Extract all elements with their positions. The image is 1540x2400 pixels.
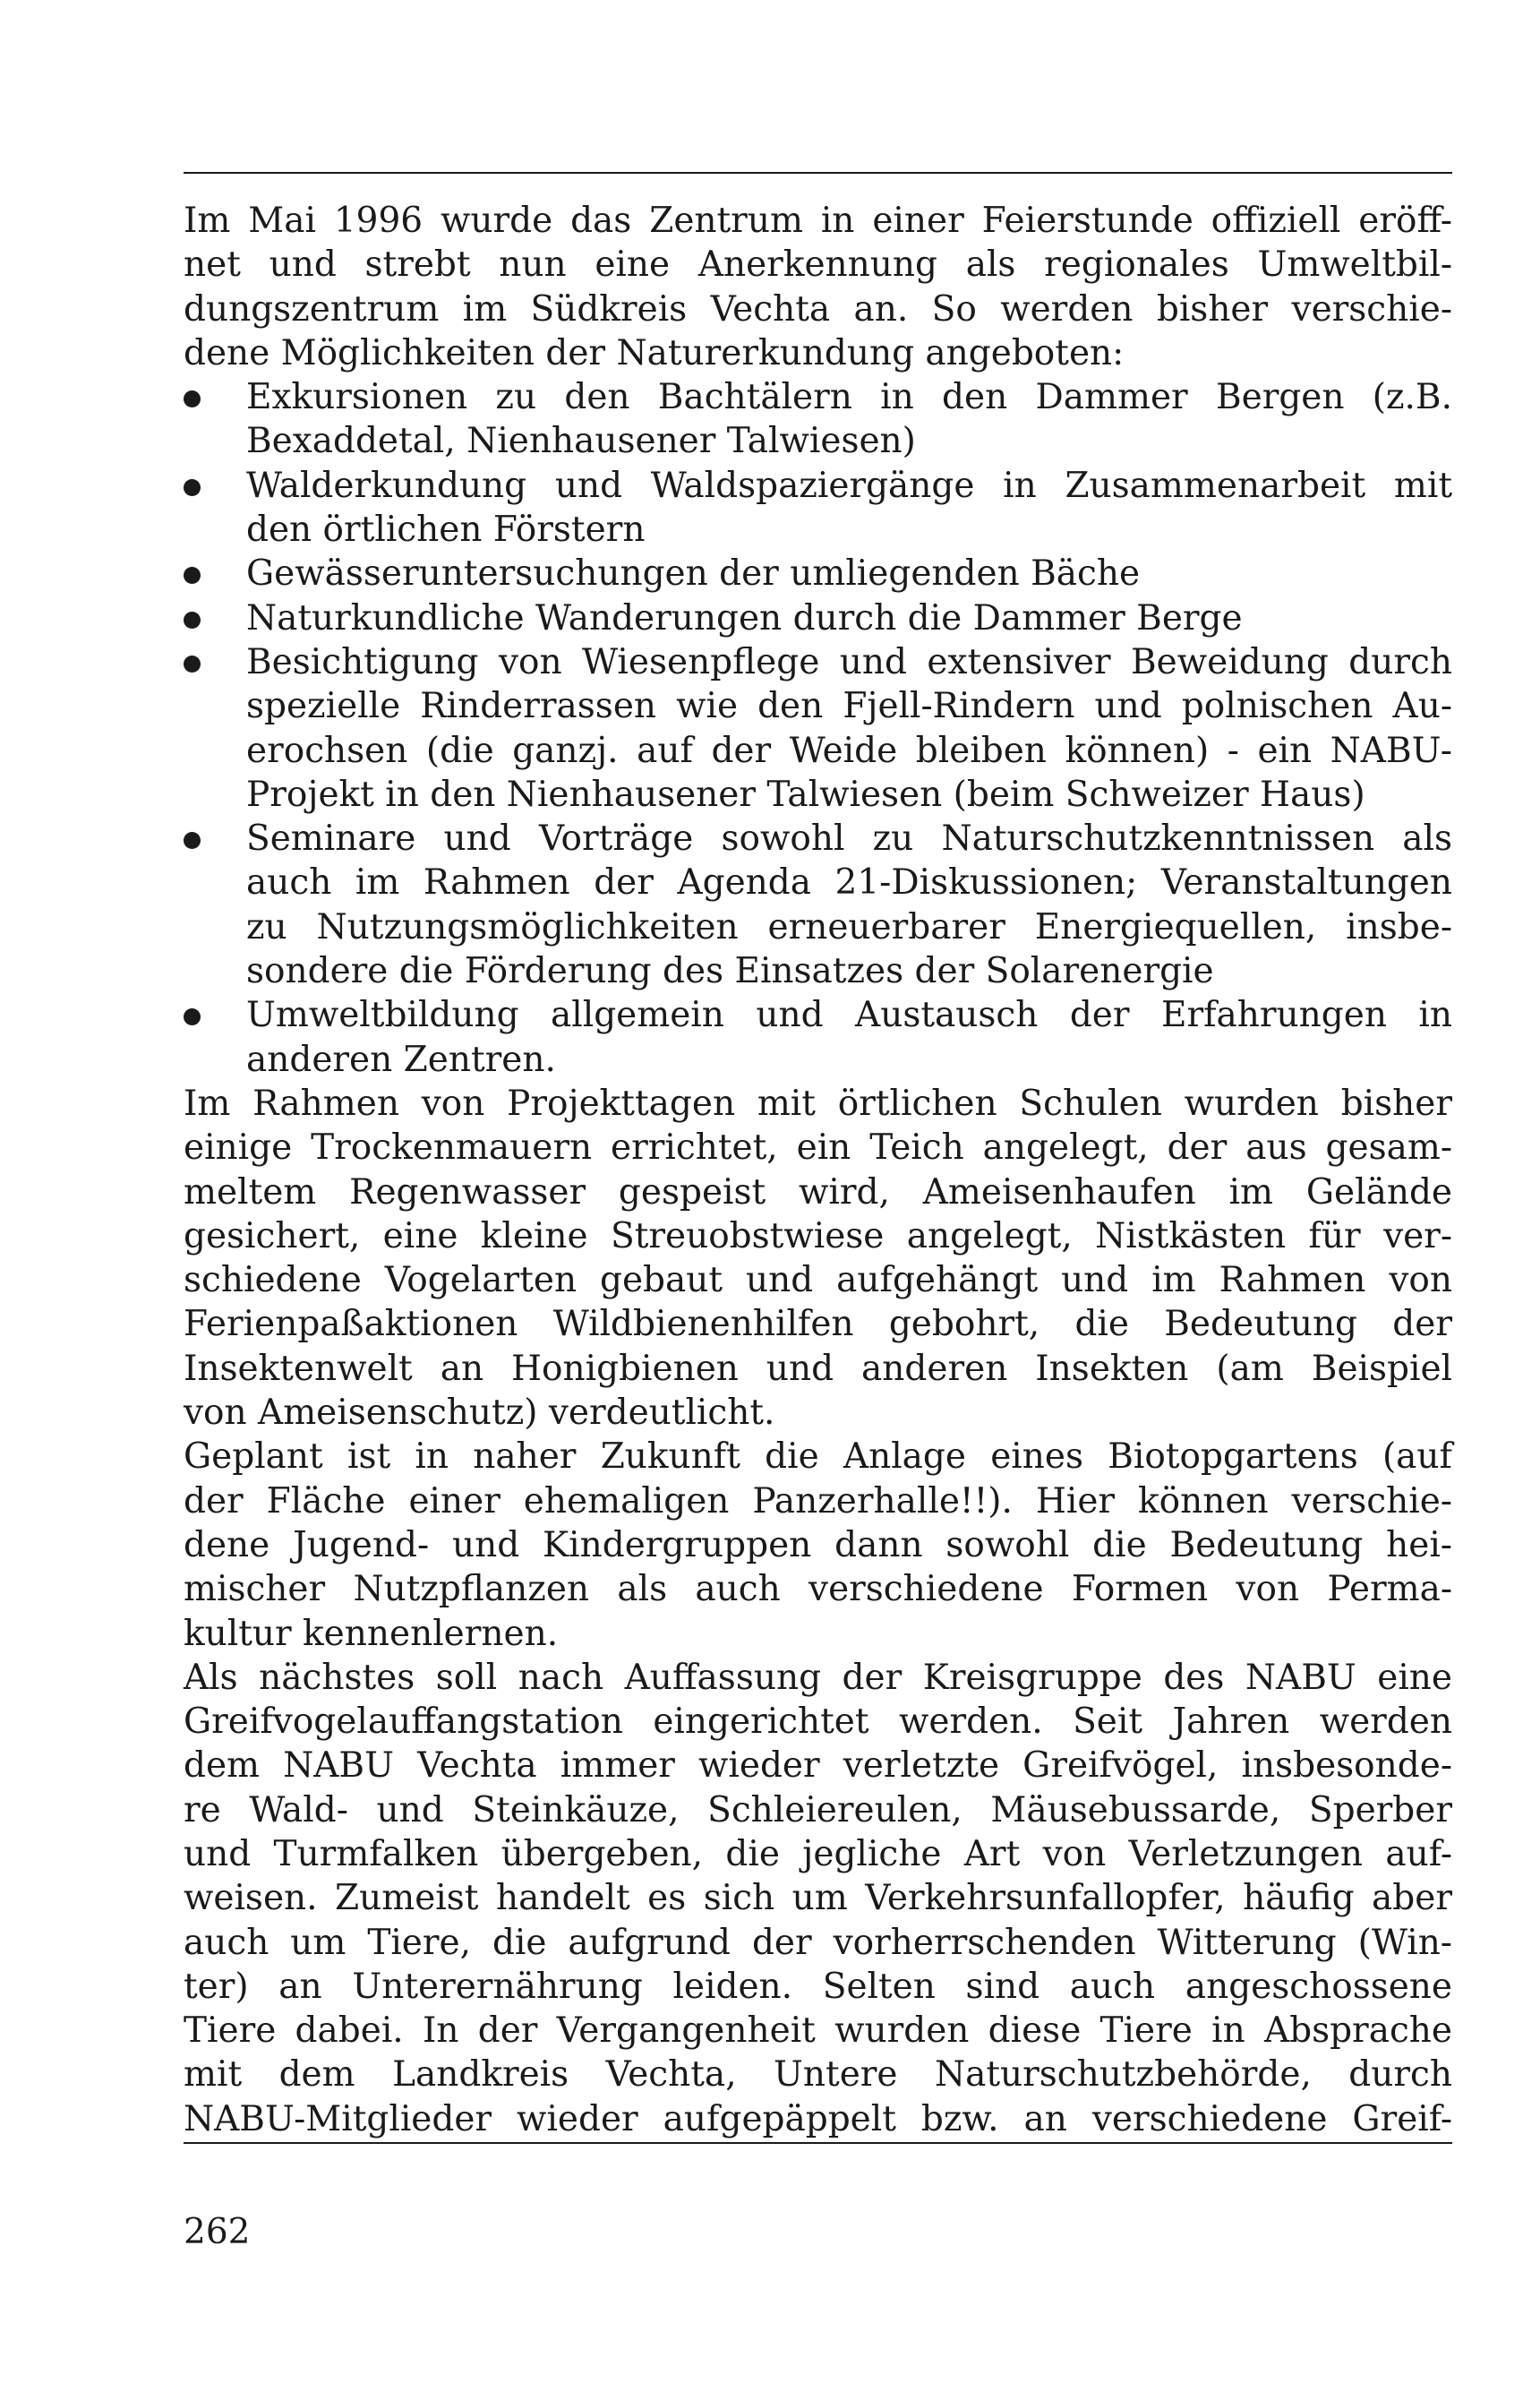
- list-item-text: Gewässeruntersuchungen der umliegenden Bäche: [246, 553, 1141, 595]
- text-line: net und strebt nun eine Anerkennung als regionales Umweltbil-: [184, 244, 1452, 286]
- text-line: sondere die Förderung des Einsatzes der Solarenergie: [246, 951, 1214, 992]
- paragraph-projects: [184, 1082, 1452, 1435]
- text-line: Geplant ist in naher Zukunft die Anlage eines Biotopgartens (auf: [184, 1436, 1452, 1478]
- text-line: anderen Zentren.: [246, 1039, 556, 1080]
- bullet-icon: [184, 390, 201, 407]
- body-text: [184, 199, 1452, 2141]
- text-line: [184, 464, 1452, 508]
- text-line: einige Trockenmauern errichtet, ein Teich angelegt, der aus gesam-: [184, 1127, 1452, 1169]
- bottom-rule: [184, 2142, 1452, 2144]
- page-number: 262: [184, 2212, 251, 2252]
- bullet-icon: [184, 656, 201, 673]
- bullet-icon: [184, 612, 201, 629]
- text-line: dene Jugend- und Kindergruppen dann sowohl die Bedeutung hei-: [184, 1524, 1452, 1565]
- text-line: Im Rahmen von Projekttagen mit örtlichen Schulen wurden bisher: [184, 1083, 1452, 1124]
- text-line: dene Möglichkeiten der Naturerkundung angeboten:: [184, 332, 1125, 373]
- text-line: Insektenwelt an Honigbienen und anderen Insekten (am Beispiel: [184, 1348, 1452, 1389]
- text-line: mit dem Landkreis Vechta, Untere Naturschutzbehörde, durch: [184, 2054, 1452, 2096]
- text-line: von Ameisenschutz) verdeutlicht.: [184, 1393, 775, 1434]
- text-line: NABU-Mitglieder wieder aufgepäppelt bzw. an verschiedene Greif-: [184, 2098, 1452, 2139]
- text-line: auch im Rahmen der Agenda 21-Diskussionen; Veranstaltungen: [246, 862, 1452, 904]
- text-line: re Wald- und Steinkäuze, Schleiereulen, Mäusebussarde, Sperber: [184, 1789, 1452, 1830]
- text-line: spezielle Rinderrassen wie den Fjell-Rindern und polnischen Au-: [246, 686, 1452, 727]
- list-item-text: Seminare und Vorträge sowohl zu Naturschutzkenntnissen als: [246, 819, 1452, 860]
- text-line: Greifvogelauffangstation eingerichtet werden. Seit Jahren werden: [184, 1701, 1452, 1743]
- list-item-text: Umweltbildung allgemein und Austausch der Erfahrungen in: [246, 995, 1452, 1036]
- paragraph-raptor-station: [184, 1656, 1452, 2141]
- list-item-text: Walderkundung und Waldspaziergänge in Zusammenarbeit mit: [246, 465, 1452, 506]
- text-line: meltem Regenwasser gespeist wird, Ameisenhaufen im Gelände: [184, 1171, 1452, 1213]
- text-line: dem NABU Vechta immer wieder verletzte Greifvögel, insbesonde-: [184, 1745, 1452, 1787]
- text-line: und Turmfalken übergeben, die jegliche Art von Verletzungen auf-: [184, 1833, 1452, 1874]
- list-item: [184, 464, 1452, 553]
- text-line: schiedene Vogelarten gebaut und aufgehängt und im Rahmen von: [184, 1260, 1452, 1301]
- paragraph-plans: [184, 1435, 1452, 1655]
- list-item: [184, 993, 1452, 1082]
- text-line: erochsen (die ganzj. auf der Weide bleiben können) - ein NABU-: [246, 730, 1452, 771]
- list-item: [184, 375, 1452, 464]
- bullet-icon: [184, 1008, 201, 1025]
- list-item: [184, 596, 1452, 640]
- text-line: Tiere dabei. In der Vergangenheit wurden diese Tiere in Absprache: [184, 2010, 1452, 2052]
- text-line: kultur kennenlernen.: [184, 1613, 559, 1654]
- list-item: [184, 552, 1452, 596]
- text-line: [184, 640, 1452, 684]
- text-line: [184, 993, 1452, 1037]
- text-line: [184, 552, 1452, 596]
- text-line: ter) an Unterernährung leiden. Selten sind auch angeschossene: [184, 1966, 1452, 2007]
- text-line: [184, 817, 1452, 861]
- bullet-icon: [184, 479, 201, 496]
- paragraph-intro: [184, 199, 1452, 375]
- text-line: auch um Tiere, die aufgrund der vorherrschenden Witterung (Win-: [184, 1922, 1452, 1963]
- text-line: gesichert, eine kleine Streuobstwiese angelegt, Nistkästen für ver-: [184, 1215, 1452, 1256]
- bullet-icon: [184, 832, 201, 849]
- text-line: Projekt in den Nienhausener Talwiesen (beim Schweizer Haus): [246, 774, 1365, 815]
- text-line: dungszentrum im Südkreis Vechta an. So werden bisher verschie-: [184, 288, 1452, 330]
- list-item-text: Besichtigung von Wiesenpflege und extensiver Beweidung durch: [246, 641, 1452, 682]
- text-line: [184, 375, 1452, 419]
- list-item-text: Naturkundliche Wanderungen durch die Dammer Berge: [246, 597, 1243, 639]
- list-item: [184, 817, 1452, 993]
- text-line: Bexaddetal, Nienhausener Talwiesen): [246, 421, 916, 462]
- text-line: Ferienpaßaktionen Wildbienenhilfen gebohrt, die Bedeutung der: [184, 1304, 1452, 1345]
- text-line: weisen. Zumeist handelt es sich um Verkehrsunfallopfer, häufig aber: [184, 1878, 1452, 1919]
- text-line: [184, 596, 1452, 640]
- text-line: den örtlichen Förstern: [246, 510, 646, 551]
- text-line: Im Mai 1996 wurde das Zentrum in einer Feierstunde offiziell eröff-: [184, 201, 1452, 241]
- list-item-text: Exkursionen zu den Bachtälern in den Dammer Bergen (z.B.: [246, 377, 1452, 418]
- bullet-list: [184, 375, 1452, 1082]
- text-line: zu Nutzungsmöglichkeiten erneuerbarer Energiequellen, insbe-: [246, 906, 1452, 947]
- text-line: der Fläche einer ehemaligen Panzerhalle!!). Hier können verschie-: [184, 1480, 1452, 1521]
- text-line: mischer Nutzpflanzen als auch verschiedene Formen von Perma-: [184, 1569, 1452, 1610]
- list-item: [184, 640, 1452, 817]
- bullet-icon: [184, 567, 201, 584]
- top-rule: [184, 172, 1452, 174]
- text-line: Als nächstes soll nach Auffassung der Kreisgruppe des NABU eine: [184, 1657, 1452, 1698]
